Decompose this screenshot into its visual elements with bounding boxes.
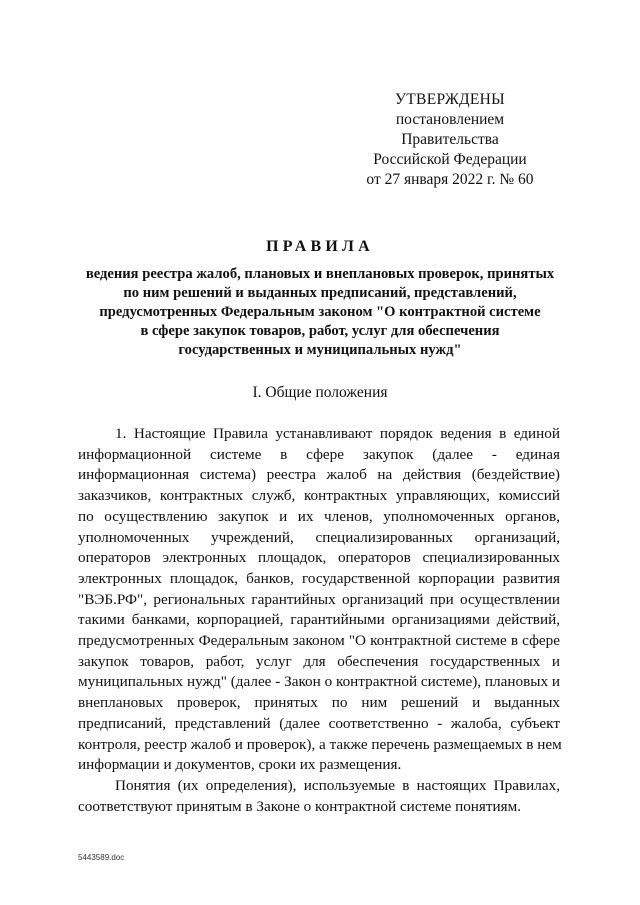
paragraph-line: закупок товаров, работ, услуг для обеспечения государственных и	[78, 652, 560, 670]
paragraph-line: контроля, реестр жалоб и проверок), а также перечень размещаемых в нем	[78, 735, 562, 753]
paragraph-line: соответствуют принятым в Законе о контрактной системе понятиям.	[78, 797, 522, 815]
section-heading: I. Общие положения	[252, 384, 388, 401]
file-reference: 5443589.doc	[78, 853, 125, 862]
paragraph-line: внеплановых проверок, принятых по ним решений и выданных	[78, 694, 560, 712]
subtitle-line: предусмотренных Федеральным законом "О контрактной системе	[99, 304, 541, 320]
paragraph-line: муниципальных нужд" (далее - Закон о контрактной системе), плановых и	[78, 673, 560, 691]
subtitle-line: государственных и муниципальных нужд"	[178, 342, 462, 358]
paragraph-line: электронных площадок, банков, государственной корпорации развития	[78, 569, 560, 587]
paragraph-line: информационной системе в сфере закупок (далее - единая	[78, 445, 560, 463]
approval-line: Российской Федерации	[373, 151, 527, 168]
paragraph-line: уполномоченных учреждений, специализированных организаций,	[78, 528, 560, 546]
paragraph-line: предусмотренных Федеральным законом "О контрактной системе в сфере	[78, 632, 560, 650]
paragraph-line: 1. Настоящие Правила устанавливают порядок ведения в единой	[115, 425, 560, 442]
approval-block	[350, 90, 550, 190]
approval-date-line: от 27 января 2022 г. № 60	[366, 171, 534, 188]
paragraph-line: информации и документов, сроки их размещения.	[78, 756, 402, 774]
paragraph-line: по осуществлению закупок и их членов, уполномоченных органов,	[78, 507, 560, 525]
subtitle-line: ведения реестра жалоб, плановых и внеплановых проверок, принятых	[85, 266, 555, 282]
paragraph-line: информационная система) реестра жалоб на действия (бездействие)	[78, 466, 560, 484]
approval-heading: УТВЕРЖДЕНЫ	[395, 91, 505, 108]
paragraph-line: "ВЭБ.РФ", региональных гарантийных организаций при осуществлении	[78, 590, 560, 608]
paragraph-1	[78, 424, 560, 776]
document-subtitle	[60, 265, 580, 360]
paragraph-line: заказчиков, контрактных служб, контрактных управляющих, комиссий	[78, 487, 560, 505]
paragraph-line: операторов электронных площадок, операторов специализированных	[78, 549, 560, 567]
subtitle-line: в сфере закупок товаров, работ, услуг для обеспечения	[140, 323, 500, 339]
paragraph-line: предписаний, представлений (далее соответственно - жалоба, субъект	[78, 714, 560, 732]
document-title: ПРАВИЛА	[266, 238, 374, 255]
paragraph-line: такими банками, корпорацией, гарантийными организациями действий,	[78, 611, 560, 629]
paragraph-line: Понятия (их определения), используемые в настоящих Правилах,	[115, 776, 560, 794]
document-body	[78, 424, 560, 817]
subtitle-line: по ним решений и выданных предписаний, представлений,	[123, 285, 517, 301]
paragraph-2	[78, 776, 560, 817]
approval-line: постановлением Правительства	[395, 111, 505, 148]
